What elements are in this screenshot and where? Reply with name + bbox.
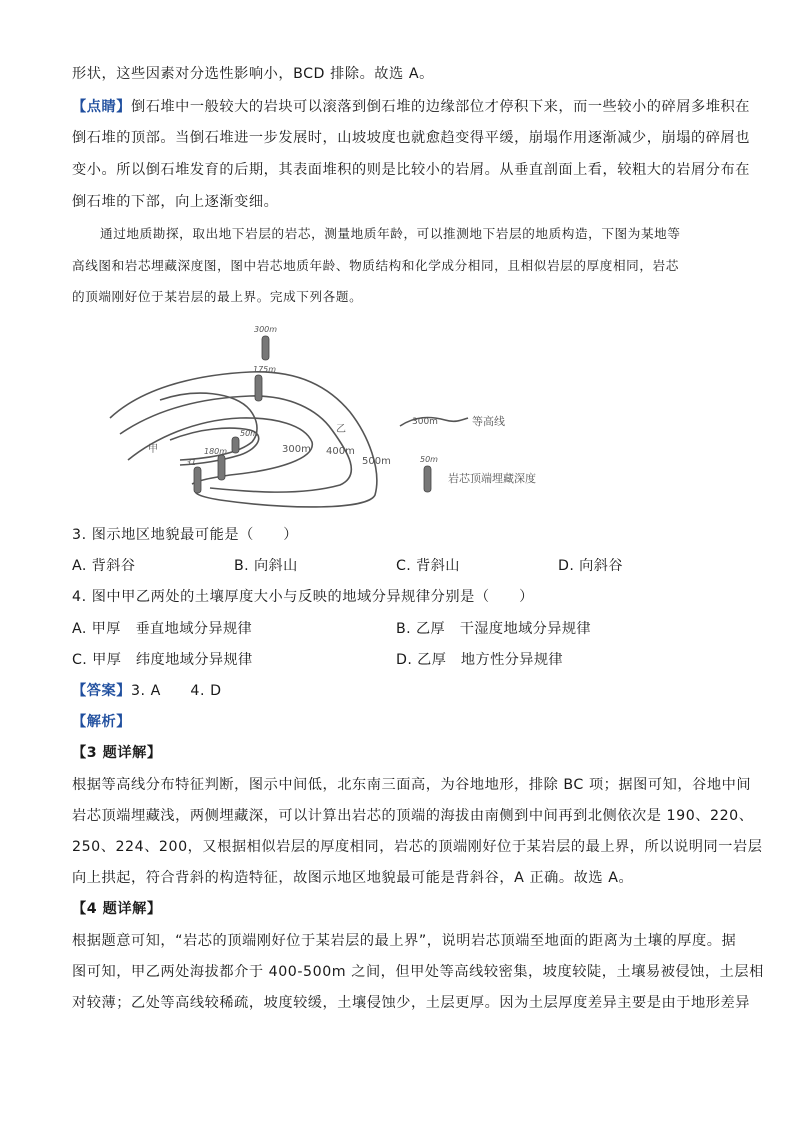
question-3: 3. 图示地区地貌最可能是（ ） <box>72 527 299 543</box>
label-jia: 甲 <box>148 444 158 455</box>
analysis-line <box>72 712 722 732</box>
label-50m: 50m <box>240 429 258 438</box>
legend-contour-value: 300m <box>412 417 438 427</box>
contour-label-500: 500m <box>362 456 391 467</box>
detail-3-line: 向上拱起，符合背斜的构造特征，故图示地区地貌最可能是背斜谷，A 正确。故选 A。 <box>72 870 634 886</box>
answer-tag: 【答案】 <box>72 683 131 699</box>
answer-line <box>72 681 722 701</box>
detail-4-line: 根据题意可知，“岩芯的顶端刚好位于某岩层的最上界”，说明岩芯顶端至地面的距离为土壤的厚度。据 <box>72 933 737 949</box>
core-50m <box>232 437 239 453</box>
q3-option-a: A. 背斜谷 <box>72 558 136 574</box>
text-line: 倒石堆的顶部。当倒石堆进一步发展时，山坡坡度也就愈趋变得平缓，崩塌作用逐渐减少，崩塌的碎屑也 <box>72 130 750 146</box>
detail-4-tag: 【4 题详解】 <box>72 901 162 917</box>
q3-option-d: D. 向斜谷 <box>558 558 623 574</box>
label-175m: 175m <box>253 365 277 374</box>
contour-label-400: 400m <box>326 446 355 457</box>
text-line: 倒石堆的下部，向上逐渐变细。 <box>72 194 279 210</box>
label-31: 31 <box>186 458 197 467</box>
passage-line: 的顶端刚好位于某岩层的最上界。完成下列各题。 <box>72 289 363 304</box>
detail-3-line: 250、224、200，又根据相似岩层的厚度相同，岩芯的顶端刚好位于某岩层的最上界，所以说明同一岩层 <box>72 839 763 855</box>
q4-option-a: A. 甲厚 垂直地域分异规律 <box>72 621 253 637</box>
question-4: 4. 图中甲乙两处的土壤厚度大小与反映的地域分异规律分别是（ ） <box>72 589 534 605</box>
detail-3-tag: 【3 题详解】 <box>72 745 162 761</box>
legend-core-icon <box>424 466 431 492</box>
contour-label-300: 300m <box>282 444 311 455</box>
contour-500 <box>110 372 377 507</box>
q4-option-b: B. 乙厚 干湿度地域分异规律 <box>396 621 592 637</box>
legend-core-value: 50m <box>420 455 438 464</box>
contour-map-figure <box>100 320 580 520</box>
text-line: 倒石堆中一般较大的岩块可以滚落到倒石堆的边缘部位才停积下来，而一些较小的碎屑多堆积在 <box>130 99 750 115</box>
q4-option-d: D. 乙厚 地方性分异规律 <box>396 652 564 668</box>
label-180m: 180m <box>204 447 228 456</box>
detail-4-line: 图可知，甲乙两处海拔都介于 400-500m 之间，但甲处等高线较密集，坡度较陡，土壤易被侵蚀，土层相 <box>72 964 764 980</box>
detail-3-line: 根据等高线分布特征判断，图示中间低，北东南三面高，为谷地地形，排除 BC 项；据图可知，谷地中间 <box>72 777 752 793</box>
dianjing-tag: 【点睛】 <box>72 99 131 115</box>
answer-value: 3. A 4. D <box>130 683 222 699</box>
core-300m <box>262 336 269 360</box>
core-175m <box>255 375 262 401</box>
detail-3-line: 岩芯顶端埋藏浅，两侧埋藏深，可以计算出岩芯的顶端的海拔由南侧到中间再到北侧依次是 190、220、 <box>72 808 754 824</box>
dianjing-paragraph <box>72 97 750 117</box>
passage-line: 高线图和岩芯埋藏深度图，图中岩芯地质年龄、物质结构和化学成分相同，且相似岩层的厚度相同，岩芯 <box>72 258 679 273</box>
detail-4-line: 对较薄；乙处等高线较稀疏，坡度较缓，土壤侵蚀少，土层更厚。因为土层厚度差异主要是由于地形差异 <box>72 995 750 1011</box>
core-31 <box>194 467 201 493</box>
q3-option-c: C. 背斜山 <box>396 558 460 574</box>
label-yi: 乙 <box>336 424 346 435</box>
analysis-tag: 【解析】 <box>72 714 131 730</box>
q3-option-b: B. 向斜山 <box>234 558 298 574</box>
label-300m-top: 300m <box>254 325 278 334</box>
text-line: 变小。所以倒石堆发育的后期，其表面堆积的则是比较小的岩屑。从垂直剖面上看，较粗大的岩屑分布在 <box>72 162 750 178</box>
legend-contour-label: 等高线 <box>472 415 505 428</box>
q4-option-c: C. 甲厚 纬度地域分异规律 <box>72 652 253 668</box>
text-line: 形状，这些因素对分选性影响小，BCD 排除。故选 A。 <box>72 66 434 82</box>
passage-line: 通过地质勘探，取出地下岩层的岩芯，测量地质年龄，可以推测地下岩层的地质构造，下图为某地等 <box>100 226 681 241</box>
legend-core-label: 岩芯顶端埋藏深度 <box>448 472 536 485</box>
core-180m <box>218 455 225 480</box>
